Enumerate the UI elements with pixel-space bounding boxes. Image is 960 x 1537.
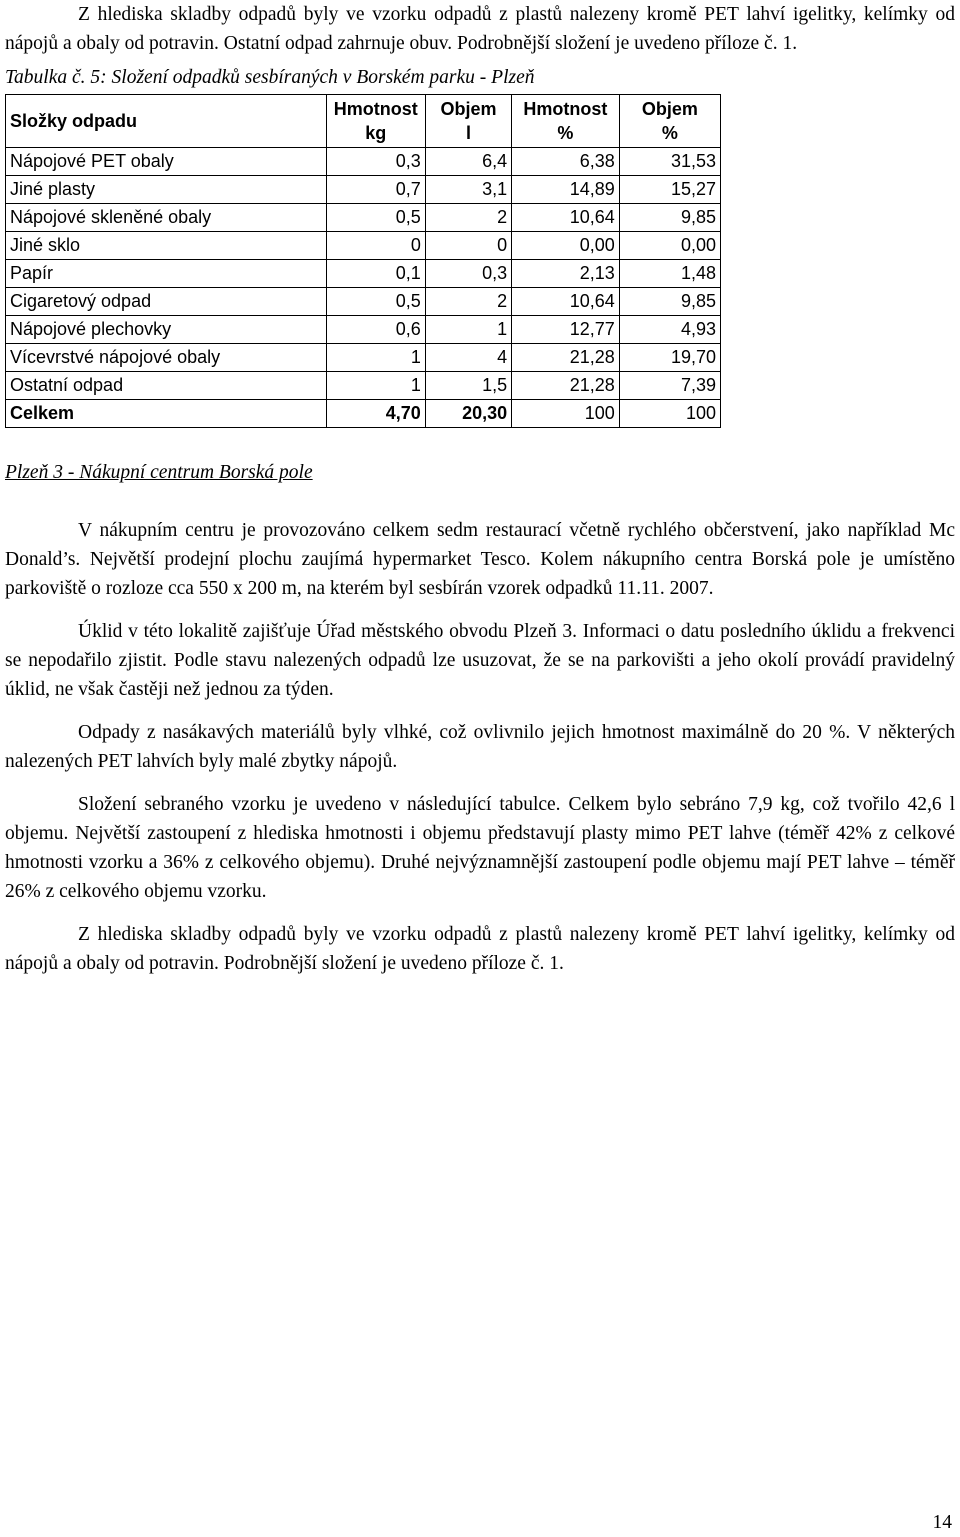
value-cell: 1,48	[619, 260, 720, 288]
value-cell: 0,00	[512, 232, 620, 260]
header-cell	[512, 95, 620, 148]
value-cell: 1	[425, 316, 511, 344]
value-cell: 0,3	[425, 260, 511, 288]
table-row	[6, 288, 721, 316]
total-value-cell: 4,70	[326, 400, 425, 428]
table-row	[6, 204, 721, 232]
total-value-cell: 100	[619, 400, 720, 428]
waste-composition-table	[5, 94, 721, 428]
value-cell: 19,70	[619, 344, 720, 372]
value-cell: 9,85	[619, 204, 720, 232]
body-paragraph: Odpady z nasákavých materiálů byly vlhké, což ovlivnilo jejich hmotnost maximálně do 20 %. V některých nalezených PET lahvích byly malé zbytky nápojů.	[5, 722, 955, 772]
table-row	[6, 148, 721, 176]
row-label-cell: Nápojové plechovky	[6, 316, 327, 344]
header-cell	[6, 95, 327, 148]
value-cell: 2	[425, 204, 511, 232]
header-unit: kg	[365, 123, 387, 143]
value-cell: 2,13	[512, 260, 620, 288]
value-cell: 0,7	[326, 176, 425, 204]
value-cell: 0	[425, 232, 511, 260]
value-cell: 0,1	[326, 260, 425, 288]
body-paragraph: Složení sebraného vzorku je uvedeno v následující tabulce. Celkem bylo sebráno 7,9 kg, což tvořilo 42,6 l objemu. Největší zastoupení z hlediska hmotnosti i objemu představují plasty mimo PET lahve (téměř 42% z celkové hmotnosti vzorku a 36% z celkového objemu). Druhé nejvýznamnější zastoupení podle objemu mají PET lahve – téměř 26% z celkového objemu vzorku.	[5, 794, 955, 902]
header-label: Objem	[641, 99, 698, 119]
row-label-cell: Cigaretový odpad	[6, 288, 327, 316]
value-cell: 0,6	[326, 316, 425, 344]
row-label-cell: Nápojové PET obaly	[6, 148, 327, 176]
value-cell: 6,4	[425, 148, 511, 176]
value-cell: 4,93	[619, 316, 720, 344]
row-label-cell: Jiné sklo	[6, 232, 327, 260]
table-row	[6, 316, 721, 344]
body-paragraph: V nákupním centru je provozováno celkem sedm restaurací včetně rychlého občerstvení, jako například Mc Donald’s. Největší prodejní plochu zaujímá hypermarket Tesco. Kolem nákupního centra Borská pole je umístěno parkoviště o rozloze cca 550 x 200 m, na kterém byl sesbírán vzorek odpadků 11.11. 2007.	[5, 520, 955, 599]
row-label-cell: Vícevrstvé nápojové obaly	[6, 344, 327, 372]
header-label: Hmotnost	[523, 99, 608, 119]
value-cell: 6,38	[512, 148, 620, 176]
value-cell: 0,5	[326, 288, 425, 316]
value-cell: 10,64	[512, 204, 620, 232]
value-cell: 12,77	[512, 316, 620, 344]
value-cell: 21,28	[512, 344, 620, 372]
header-unit: %	[557, 123, 574, 143]
body-paragraphs	[5, 516, 955, 978]
body-paragraph: Z hlediska skladby odpadů byly ve vzorku odpadů z plastů nalezeny kromě PET lahví igelitky, kelímky od nápojů a obaly od potravin. Podrobnější složení je uvedeno příloze č. 1.	[5, 924, 955, 974]
header-label: Složky odpadu	[10, 111, 138, 131]
table-row	[6, 344, 721, 372]
header-unit: l	[465, 123, 471, 143]
value-cell: 1	[326, 372, 425, 400]
row-label-cell: Nápojové skleněné obaly	[6, 204, 327, 232]
page-number: 14	[932, 1512, 952, 1533]
value-cell: 3,1	[425, 176, 511, 204]
table-row	[6, 260, 721, 288]
value-cell: 9,85	[619, 288, 720, 316]
body-paragraph: Úklid v této lokalitě zajišťuje Úřad městského obvodu Plzeň 3. Informaci o datu posledního úklidu a frekvenci se nepodařilo zjistit. Podle stavu nalezených odpadů lze usuzovat, že se na parkovišti a jeho okolí provádí pravidelný úklid, ne však častěji než jednou za týden.	[5, 621, 955, 700]
value-cell: 4	[425, 344, 511, 372]
value-cell: 15,27	[619, 176, 720, 204]
table-total-row	[6, 400, 721, 428]
table-header-row	[6, 95, 721, 148]
section-title: Plzeň 3 - Nákupní centrum Borská pole	[5, 462, 313, 483]
header-label: Hmotnost	[333, 99, 418, 119]
value-cell: 1	[326, 344, 425, 372]
value-cell: 0,00	[619, 232, 720, 260]
total-value-cell: 20,30	[425, 400, 511, 428]
value-cell: 14,89	[512, 176, 620, 204]
value-cell: 31,53	[619, 148, 720, 176]
header-cell	[326, 95, 425, 148]
total-value-cell: 100	[512, 400, 620, 428]
table-row	[6, 372, 721, 400]
header-label: Objem	[440, 99, 497, 119]
total-label-cell: Celkem	[6, 400, 327, 428]
row-label-cell: Jiné plasty	[6, 176, 327, 204]
table-body	[6, 148, 721, 428]
table-row	[6, 232, 721, 260]
header-cell	[425, 95, 511, 148]
value-cell: 21,28	[512, 372, 620, 400]
value-cell: 10,64	[512, 288, 620, 316]
intro-paragraph: Z hlediska skladby odpadů byly ve vzorku odpadů z plastů nalezeny kromě PET lahví igelitky, kelímky od nápojů a obaly od potravin. Ostatní odpad zahrnuje obuv. Podrobnější složení je uvedeno příloze č. 1.	[5, 4, 955, 54]
header-cell	[619, 95, 720, 148]
table-row	[6, 176, 721, 204]
value-cell: 1,5	[425, 372, 511, 400]
table-caption: Tabulka č. 5: Složení odpadků sesbíraných v Borském parku - Plzeň	[5, 67, 535, 88]
value-cell: 0	[326, 232, 425, 260]
header-unit: %	[661, 123, 678, 143]
row-label-cell: Papír	[6, 260, 327, 288]
value-cell: 0,5	[326, 204, 425, 232]
value-cell: 0,3	[326, 148, 425, 176]
document-page	[5, 0, 955, 978]
row-label-cell: Ostatní odpad	[6, 372, 327, 400]
value-cell: 2	[425, 288, 511, 316]
value-cell: 7,39	[619, 372, 720, 400]
